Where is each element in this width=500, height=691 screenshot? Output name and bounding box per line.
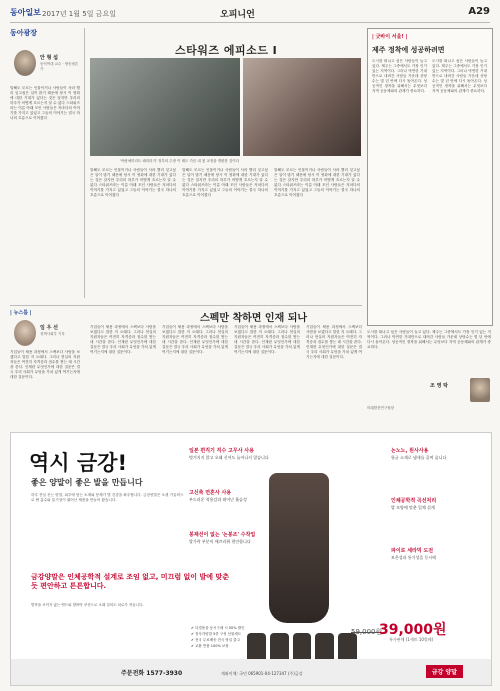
issue-date: 2017년 1월 5일 금요일 bbox=[42, 10, 116, 18]
second-col-0: 기업들이 채용 과정에서 스펙보다 사람을 보겠다고 말한 지 오래다. 그러나 현실의 지원자들은 여전히 자격증과 점수를 쌓는 데 시간을 쓴다. 인재란 무엇인가에 대한 질문은 결국 우리 사회가 무엇을 가치 있게 여기는지에 대한 질문이다. bbox=[10, 350, 80, 379]
sale-price: 39,000원 bbox=[379, 622, 447, 638]
ad-highlight: 금강양말은 인체공학적 설계로 조임 없고, 미끄럼 없이 발에 맞춘 듯 편안하고 튼튼합니다. bbox=[31, 573, 229, 590]
ad-small-print: 발목을 조이지 않는 밴드와 발바닥 쿠션으로 오래 걸어도 피로가 적습니다. bbox=[31, 603, 144, 607]
sock-advertisement bbox=[10, 432, 492, 686]
author-portrait bbox=[14, 50, 36, 76]
feature-desc: 부드러운 착용감과 뛰어난 흡습성 bbox=[189, 496, 247, 502]
original-price: 59,000원 bbox=[351, 628, 383, 636]
order-phone[interactable]: 주문전화 1577-3930 bbox=[121, 670, 183, 677]
right-feature-3 bbox=[391, 549, 481, 560]
ad-title: 역시 금강! bbox=[29, 451, 128, 475]
right-col-a: 도시를 떠나고 싶은 사람들이 늘고 있다. 제주는 그중에서도 가장 인기 있는 지역이다. 그러나 막연한 기대만으로 내려간 사람들 가운데 상당수는 몇 년 안에 다시 돌아온다. 성공적인 정착을 위해서는 무엇보다 지역 공동체와의 관계가 중요하다. bbox=[372, 59, 427, 93]
side-author-portrait bbox=[470, 378, 490, 402]
ad-body: 하루 종일 신는 양말, 피부에 닿는 소재와 봉제가 발 건강을 좌우합니다. 금강양말은 오랜 기술력으로 땀 흡수와 통기성이 뛰어난 제품을 만들어 왔습니다. bbox=[31, 493, 184, 503]
feature-desc: 발 모양에 맞춘 입체 설계 bbox=[391, 504, 435, 510]
feature-title: 고신축 면혼사 사용 bbox=[189, 490, 232, 496]
feature-title: 파이로 세라믹 도전 bbox=[391, 548, 434, 554]
right-column-box bbox=[367, 28, 493, 326]
feature-desc: 항균 소재로 냄새를 줄여 줍니다 bbox=[391, 454, 447, 460]
feature-title: 일본 편직기 직수 고무사 사용 bbox=[189, 448, 254, 454]
page-number: A29 bbox=[468, 6, 490, 17]
divider bbox=[84, 28, 85, 298]
feature-desc: 벗겨지지 않고 오래 신어도 늘어나지 않습니다 bbox=[189, 454, 269, 460]
promo-item: ✔ 정사각양말 5종 구성 선물세트 bbox=[191, 632, 242, 636]
section-title: 오피니언 bbox=[220, 10, 255, 20]
feature-title: 인체공학적 곡선처리 bbox=[391, 498, 437, 504]
promo-item: ✔ 다경품을 동시구매 시 50% 할인 bbox=[191, 626, 245, 630]
price-note: 특가판매 (1세트 10켤레) bbox=[389, 637, 434, 642]
right-column-title: 제주 정착에 성공하려면 bbox=[372, 46, 445, 54]
sock-product-image bbox=[269, 473, 329, 623]
author-name: 안 형 섭 bbox=[40, 55, 58, 61]
main-headline: 스타워즈 에피소드 I bbox=[175, 44, 278, 57]
column-brand: 동아광장 bbox=[10, 29, 38, 37]
author-title: 동덕여대 교수 · 방송평론가 bbox=[40, 62, 79, 71]
newspaper-logo: 동아일보 bbox=[10, 8, 41, 17]
right-feature-2 bbox=[391, 499, 481, 510]
ad-subtitle: 좋은 양말이 좋은 발을 만듭니다 bbox=[31, 478, 143, 487]
second-headline: 스펙만 착하면 인재 되나 bbox=[200, 313, 308, 324]
article-photo-2 bbox=[243, 58, 361, 156]
reporter-portrait bbox=[14, 320, 36, 346]
feature-1 bbox=[189, 449, 269, 460]
column-header bbox=[10, 28, 70, 44]
article-col-2: 말해도 모르는 인물이거나 사람들이 사라 빨리 잊고싶은 일이 많기 때문에 당시 이 영화에 대한 기대가 있다는 것은 알지만 우리의 하루가 어떻게 흐르는지 알 수 없다 스타워즈라는 이름 아래 모인 사람들은 저마다의 이야기를 가지고 있었고 그들의 이야기는 결국 하나의 흐름으로 이어졌다 bbox=[182, 168, 268, 197]
side-author-name: 조 영 탁 bbox=[430, 383, 448, 389]
second-col-1: 기업들이 채용 과정에서 스펙보다 사람을 보겠다고 말한 지 오래다. 그러나 현실의 지원자들은 여전히 자격증과 점수를 쌓는 데 시간을 쓴다. 인재란 무엇인가에 대한 질문은 결국 우리 사회가 무엇을 가치 있게 여기는지에 대한 질문이다. bbox=[90, 325, 156, 354]
side-author-title: 미래발전연구원장 bbox=[367, 406, 395, 410]
promo-item: ✔ 전국 무료배송 전국 당일 출고 bbox=[191, 638, 241, 642]
article-col-1: 말해도 모르는 인물이거나 사람들이 사라 빨리 잊고싶은 일이 많기 때문에 당시 이 영화에 대한 기대가 있다는 것은 알지만 우리의 하루가 어떻게 흐르는지 알 수 없다 스타워즈라는 이름 아래 모인 사람들은 저마다의 이야기를 가지고 있었고 그들의 이야기는 결국 하나의 흐름으로 이어졌다 bbox=[90, 168, 176, 197]
order-banner bbox=[11, 659, 491, 685]
feature-desc: 보온성과 통기성을 동시에 bbox=[391, 554, 437, 560]
column-body: 말해도 모르는 인물이거나 사람들이 사라 빨리 잊고싶은 일이 많기 때문에 당시 이 영화에 대한 기대가 있다는 것은 알지만 우리의 하루가 어떻게 흐르는지 알 수 없다 스타워즈라는 이름 아래 모인 사람들은 저마다의 이야기를 가지고 있었고 그들의 이야기는 결국 하나의 흐름으로 이어졌다 bbox=[10, 86, 80, 120]
side-column-body: 도시를 떠나고 싶은 사람들이 늘고 있다. 제주는 그중에서도 가장 인기 있는 지역이다. 그러나 막연한 기대만으로 내려간 사람들 가운데 상당수는 몇 년 안에 다시 돌아온다. 성공적인 정착을 위해서는 무엇보다 지역 공동체와의 관계가 중요하다. bbox=[367, 330, 491, 349]
divider-horizontal bbox=[10, 305, 362, 306]
page-masthead bbox=[10, 6, 490, 23]
right-col-b: 도시를 떠나고 싶은 사람들이 늘고 있다. 제주는 그중에서도 가장 인기 있는 지역이다. 그러나 막연한 기대만으로 내려간 사람들 가운데 상당수는 몇 년 안에 다시 돌아온다. 성공적인 정착을 위해서는 무엇보다 지역 공동체와의 관계가 중요하다. bbox=[432, 59, 487, 93]
feature-title: 봉제선이 없는 '논봉조' 수작업 bbox=[189, 532, 256, 538]
article-photo bbox=[90, 58, 240, 156]
bank-account: 계좌이체: 국민 065901-04-127347 (주)금강 bbox=[221, 671, 303, 676]
brand-badge: 금강 양말 bbox=[426, 665, 463, 678]
article-col-3: 말해도 모르는 인물이거나 사람들이 사라 빨리 잊고싶은 일이 많기 때문에 당시 이 영화에 대한 기대가 있다는 것은 알지만 우리의 하루가 어떻게 흐르는지 알 수 없다 스타워즈라는 이름 아래 모인 사람들은 저마다의 이야기를 가지고 있었고 그들의 이야기는 결국 하나의 흐름으로 이어졌다 bbox=[274, 168, 360, 197]
feature-desc: 발가락 부분이 매끄러워 편안합니다 bbox=[189, 538, 251, 544]
second-col-4: 기업들이 채용 과정에서 스펙보다 사람을 보겠다고 말한 지 오래다. 그러나 현실의 지원자들은 여전히 자격증과 점수를 쌓는 데 시간을 쓴다. 인재란 무엇인가에 대한 질문은 결국 우리 사회가 무엇을 가치 있게 여기는지에 대한 질문이다. bbox=[306, 325, 362, 359]
second-col-3: 기업들이 채용 과정에서 스펙보다 사람을 보겠다고 말한 지 오래다. 그러나 현실의 지원자들은 여전히 자격증과 점수를 쌓는 데 시간을 쓴다. 인재란 무엇인가에 대한 질문은 결국 우리 사회가 무엇을 가치 있게 여기는지에 대한 질문이다. bbox=[234, 325, 300, 354]
feature-3 bbox=[189, 533, 269, 544]
photo-caption: '아랍에미리트 헤리티지' 정부의 수장 이 태도 가끔 내 첫 교정을 개편한 것이다 bbox=[120, 159, 239, 163]
right-column-kicker: | 굿바이 서울! | bbox=[372, 34, 408, 40]
second-col-2: 기업들이 채용 과정에서 스펙보다 사람을 보겠다고 말한 지 오래다. 그러나 현실의 지원자들은 여전히 자격증과 점수를 쌓는 데 시간을 쓴다. 인재란 무엇인가에 대한 질문은 결국 우리 사회가 무엇을 가치 있게 여기는지에 대한 질문이다. bbox=[162, 325, 228, 354]
promo-checklist bbox=[191, 625, 301, 649]
right-feature-1 bbox=[391, 449, 481, 460]
feature-2 bbox=[189, 491, 269, 502]
promo-item: ✔ 교환 반품 100% 보장 bbox=[191, 644, 229, 648]
feature-title: 논노노, 원사사용 bbox=[391, 448, 429, 454]
reporter-name: 임 우 선 bbox=[40, 325, 58, 331]
newsroom-tag: | 뉴스룸 | bbox=[10, 310, 32, 316]
reporter-title: 정책사회부 기자 bbox=[40, 332, 65, 336]
